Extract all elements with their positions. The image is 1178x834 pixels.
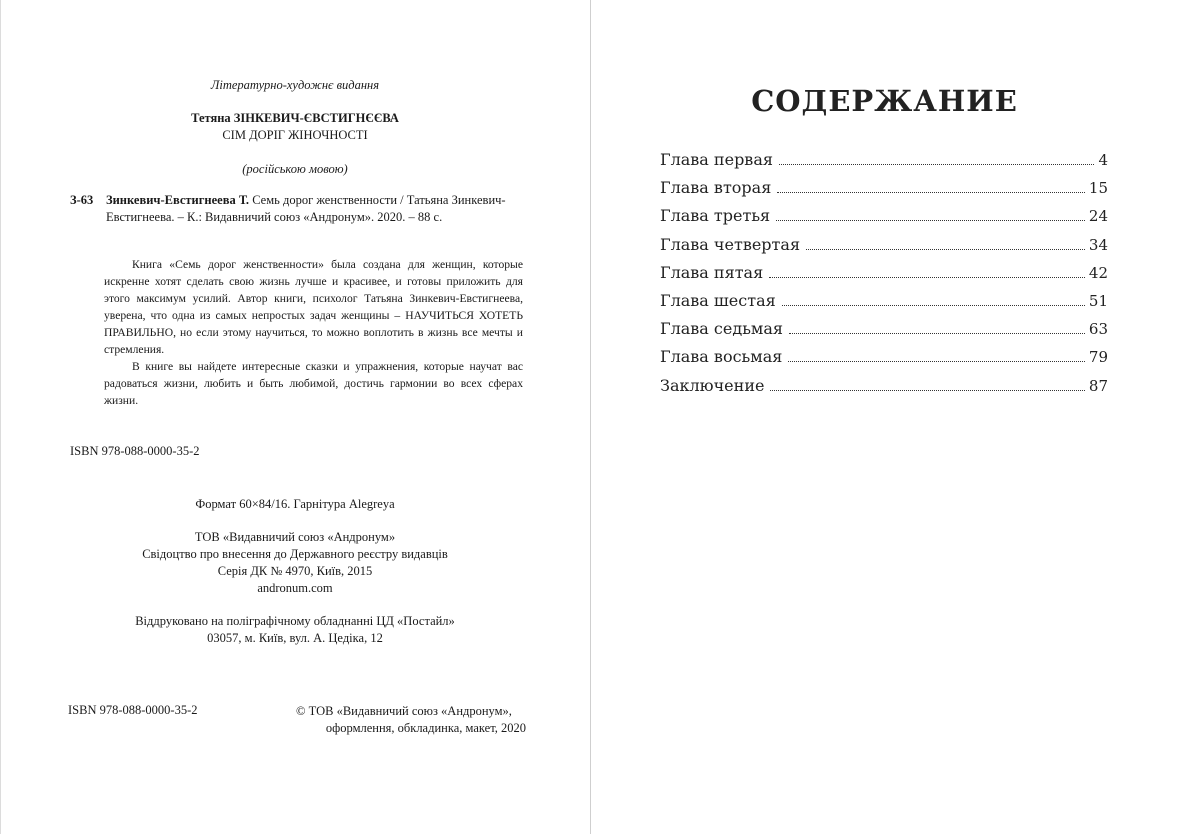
toc-item-label: Глава первая: [660, 150, 773, 169]
book-title-ua: СІМ ДОРІГ ЖІНОЧНОСТІ: [222, 128, 368, 142]
address-line: 03057, м. Київ, вул. А. Цедіка, 12: [207, 631, 383, 645]
dot-leader: [789, 333, 1085, 334]
series-line: Серія ДК № 4970, Київ, 2015: [217, 564, 373, 578]
toc-item-label: Глава шестая: [660, 290, 776, 310]
toc-item[interactable]: [660, 150, 1108, 178]
toc-item[interactable]: [660, 206, 1108, 234]
toc-item[interactable]: [660, 347, 1108, 375]
toc-item[interactable]: [660, 263, 1108, 291]
toc-item[interactable]: [660, 376, 1108, 404]
toc-item-page: 87: [1088, 376, 1108, 395]
annotation: [104, 256, 523, 409]
author-line: Тетяна ЗІНКЕВИЧ-ЄВСТИГНЄЄВА: [191, 111, 399, 125]
toc-item-label: Глава третья: [660, 206, 771, 226]
toc-item[interactable]: [660, 235, 1108, 263]
publisher-name: ТОВ «Видавничий союз «Андронум»: [194, 530, 396, 544]
copyright-line: оформлення, обкладинка, макет, 2020: [325, 721, 526, 735]
copyright-line: © ТОВ «Видавничий союз «Андронум»,: [296, 704, 512, 718]
annotation-paragraph: В книге вы найдете интересные сказки и упражнения, которые научат вас радоваться жизни, любить и быть любимой, достичь гармонии во всех сферах жизни.: [104, 360, 523, 407]
toc-item-label: Заключение: [660, 375, 765, 395]
dot-leader: [806, 249, 1085, 250]
dot-leader: [779, 164, 1095, 165]
dot-leader: [776, 220, 1085, 221]
toc-item-page: 42: [1088, 263, 1108, 282]
table-of-contents: [660, 150, 1108, 404]
bib-text: [106, 192, 530, 226]
bib-details: Семь дорог женственности / Татьяна Зинкевич-Евстигнеева. – К.: Видавничий союз «Андронум». 2020. – 88 с.: [106, 193, 506, 224]
dot-leader: [770, 390, 1084, 391]
annotation-paragraph: Книга «Семь дорог женственности» была создана для женщин, которые искренне хотят сделать свою жизнь лучше и красивее, и готовы приложить для этого максимум усилий. Автор книги, психолог Татьяна Зинкевич-Евстигнеева, уверена, что одна из самых непростых задач женщины – НАУЧИТЬСЯ ХОТЕТЬ ПРАВИЛЬНО, но если этому научиться, то можно воплотить в жизнь все мечты и стремления.: [104, 258, 523, 356]
toc-item-label: Глава седьмая: [660, 319, 783, 339]
toc-item-page: 79: [1088, 348, 1108, 367]
book-spine: [590, 0, 591, 834]
toc-title: СОДЕРЖАНИЕ: [751, 84, 1018, 118]
edition-type: Літературно-художнє видання: [210, 78, 380, 92]
toc-item-page: 24: [1088, 207, 1108, 226]
toc-item-label: Глава восьмая: [660, 347, 783, 367]
format-line: Формат 60×84/16. Гарнітура Alegreya: [195, 497, 395, 511]
dot-leader: [777, 192, 1085, 193]
copyright: [296, 703, 526, 737]
bibliographic-record: [70, 192, 530, 226]
bib-code: З-63: [70, 193, 94, 207]
toc-item[interactable]: [660, 291, 1108, 319]
toc-item-label: Глава вторая: [660, 178, 772, 198]
language-note: (російською мовою): [242, 162, 348, 176]
toc-item-label: Глава пятая: [660, 262, 764, 282]
toc-item-page: 4: [1098, 151, 1108, 169]
toc-item-label: Глава четвертая: [660, 234, 801, 254]
dot-leader: [788, 361, 1085, 362]
isbn-bottom: ISBN 978-088-0000-35-2: [68, 703, 198, 717]
dot-leader: [782, 305, 1085, 306]
bib-author: Зинкевич-Евстигнеева Т.: [106, 193, 250, 207]
isbn-top: ISBN 978-088-0000-35-2: [70, 444, 200, 458]
toc-item-page: 63: [1088, 320, 1108, 339]
toc-item-page: 51: [1088, 291, 1108, 310]
printed-line: Віддруковано на поліграфічному обладнанні ЦД «Постайл»: [135, 614, 455, 628]
toc-item[interactable]: [660, 178, 1108, 206]
dot-leader: [769, 277, 1085, 278]
certificate-line: Свідоцтво про внесення до Державного реєстру видавців: [142, 547, 448, 561]
right-page: [591, 0, 1178, 834]
toc-item[interactable]: [660, 319, 1108, 347]
website: andronum.com: [257, 581, 333, 595]
toc-item-page: 34: [1088, 235, 1108, 254]
toc-item-page: 15: [1088, 179, 1108, 198]
